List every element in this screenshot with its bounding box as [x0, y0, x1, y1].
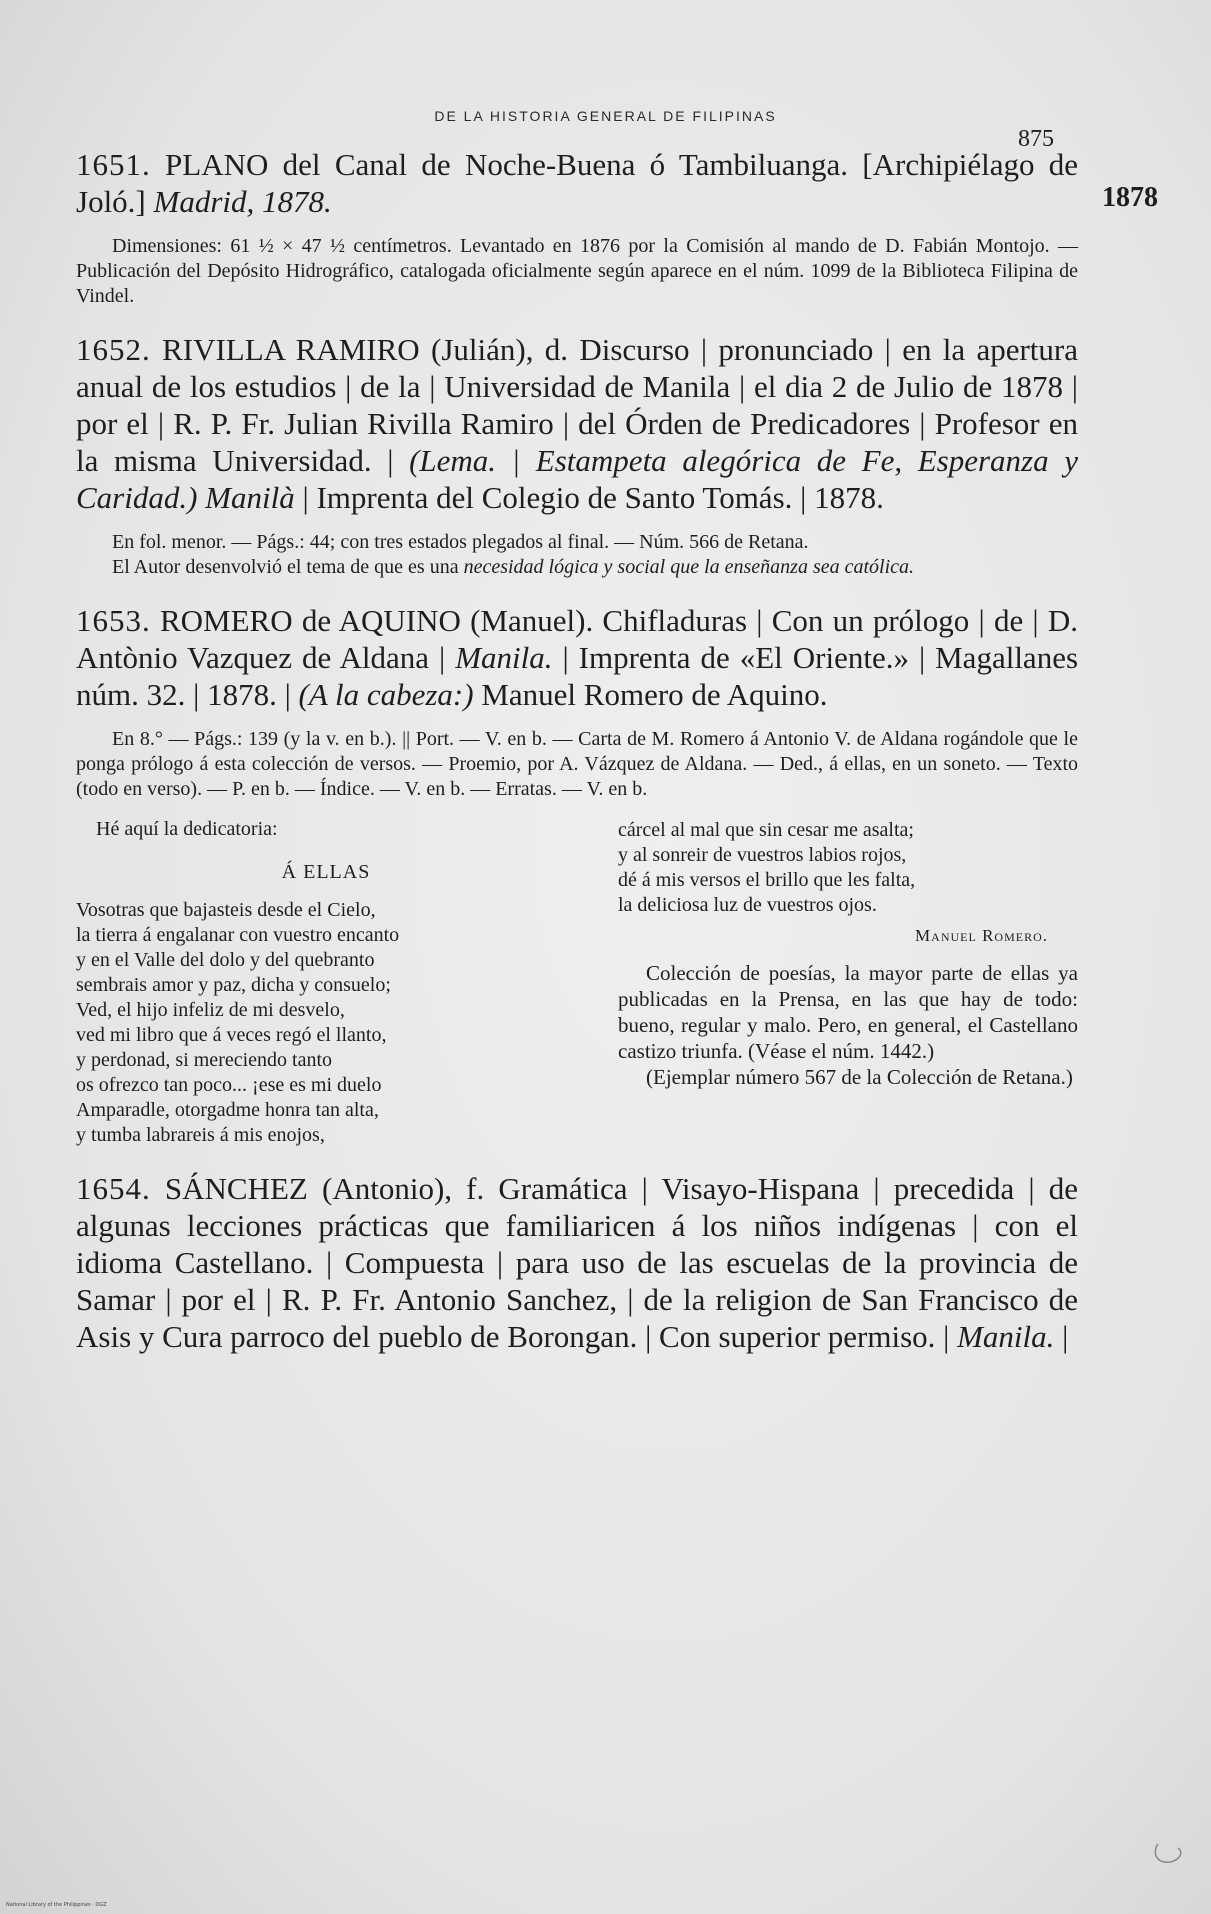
entry-author: Manuel Romero de Aquino.	[481, 677, 828, 712]
poem-line: Amparadle, otorgadme honra tan alta,	[76, 1099, 379, 1121]
right-column	[618, 818, 1078, 1148]
poem-line: dé á mis versos el brillo que les falta,	[618, 869, 916, 891]
entry-place: Manila.	[957, 1319, 1055, 1354]
comment-italic: necesidad lógica y social que la enseñanza sea católica.	[463, 556, 915, 578]
entry-comment	[76, 555, 1078, 580]
entry-1652	[76, 331, 1078, 516]
entry-1654	[76, 1170, 1078, 1355]
entry-imprint: Madrid, 1878.	[153, 184, 332, 219]
poem-line: y en el Valle del dolo y del quebranto	[76, 949, 375, 971]
poem-line: la tierra á engalanar con vuestro encanto	[76, 924, 400, 946]
entry-title: SÁNCHEZ (Antonio), f. Gramática | Visayo-Hispana | precedida | de algunas lecciones prácticas que familiaricen á los niños indígenas | con el idioma Castellano. | Compuesta | para uso de las escuelas de la provincia de Samar | por el | R. P. Fr. Antonio Sanchez, | de la religion de San Francisco de Asis y Cura parroco del pueblo de Borongan. | Con superior permiso. |	[76, 1171, 1079, 1354]
page-content	[76, 146, 1078, 1355]
entry-imprint: | Imprenta de «El Oriente.» | Magallanes núm. 32. | 1878. |	[76, 640, 1079, 712]
poem-right	[618, 818, 1078, 918]
entry-title: ROMERO de AQUINO (Manuel). Chifladuras | Con un prólogo | de | D. Antònio Vazquez de Aldana |	[76, 603, 1078, 675]
poem-signature: Manuel Romero.	[915, 926, 1048, 945]
dedication-columns	[76, 818, 1078, 1148]
poem-line: la deliciosa luz de vuestros ojos.	[618, 894, 877, 916]
poem-title: Á ELLAS	[281, 861, 371, 883]
copy-note: (Ejemplar número 567 de la Colección de Retana.)	[646, 1065, 1073, 1089]
entry-note: Dimensiones: 61 ½ × 47 ½ centímetros. Levantado en 1876 por la Comisión al mando de D. Fabián Montojo. — Publicación del Depósito Hidrográfico, catalogada oficialmente según aparece en el núm. 1099 de la Biblioteca Filipina de Vindel.	[76, 235, 1078, 307]
entry-place: Manila.	[455, 640, 553, 675]
entry-title: PLANO del Canal de Noche-Buena ó Tambiluanga. [Archipiélago de Joló.]	[76, 147, 1078, 219]
poem-line: cárcel al mal que sin cesar me asalta;	[618, 819, 914, 841]
poem-line: y tumba labrareis á mis enojos,	[76, 1124, 325, 1146]
left-column	[76, 818, 576, 1148]
entry-number: 1654.	[76, 1171, 151, 1206]
entry-title: RIVILLA RAMIRO (Julián), d. Discurso | pronunciado | en la apertura anual de los estudios | de la | Universidad de Manila | el dia 2 de Julio de 1878 | por el | R. P. Fr. Julian Rivilla Ramiro | del Órden de Predicadores | Profesor en la misma Universidad. |	[76, 332, 1079, 478]
scan-credit: National Library of the Philippines · DGZ	[6, 1902, 107, 1908]
page-number: 875	[1018, 126, 1054, 152]
comment-text: El Autor desenvolvió el tema de que es una	[112, 556, 459, 578]
entry-note: En fol. menor. — Págs.: 44; con tres estados plegados al final. — Núm. 566 de Retana.	[112, 531, 809, 553]
dedication-intro: Hé aquí la dedicatoria:	[96, 818, 278, 840]
entry-number: 1651.	[76, 147, 151, 182]
entry-note: En 8.° — Págs.: 139 (y la v. en b.). || Port. — V. en b. — Carta de M. Romero á Antonio V. de Aldana rogándole que le ponga prólogo á esta colección de versos. — Proemio, por A. Vázquez de Aldana. — Ded., á ellas, en un soneto. — Texto (todo en verso). — P. en b. — Índice. — V. en b. — Erratas. — V. en b.	[76, 728, 1078, 800]
poem-line: y al sonreir de vuestros labios rojos,	[618, 844, 907, 866]
entry-head-note: (A la cabeza:)	[298, 677, 474, 712]
poem-line: sembrais amor y paz, dicha y consuelo;	[76, 974, 391, 996]
entry-number: 1653.	[76, 603, 151, 638]
poem-line: y perdonad, si mereciendo tanto	[76, 1049, 333, 1071]
margin-year: 1878	[1102, 182, 1158, 213]
collection-comment: Colección de poesías, la mayor parte de ellas ya publicadas en la Prensa, en las que hay de todo: bueno, regular y malo. Pero, en general, el Castellano castizo triunfa. (Véase el núm. 1442.)	[618, 961, 1078, 1063]
poem-left	[76, 898, 576, 1148]
entry-imprint: | Imprenta del Colegio de Santo Tomás. | 1878.	[302, 480, 884, 515]
entry-1651	[76, 146, 1078, 220]
entry-continuation: |	[1062, 1319, 1069, 1354]
running-head: DE LA HISTORIA GENERAL DE FILIPINAS	[434, 108, 777, 124]
entry-1653	[76, 602, 1078, 713]
entry-motto: (Lema. | Estampeta alegórica de Fe, Esperanza y Caridad.) Manilà	[76, 443, 1079, 515]
poem-line: Vosotras que bajasteis desde el Cielo,	[76, 899, 376, 921]
entry-number: 1652.	[76, 332, 151, 367]
poem-line: ved mi libro que á veces regó el llanto,	[76, 1024, 387, 1046]
poem-line: Ved, el hijo infeliz de mi desvelo,	[76, 999, 345, 1021]
corner-scan-mark	[1150, 1838, 1194, 1868]
poem-line: os ofrezco tan poco... ¡ese es mi duelo	[76, 1074, 382, 1096]
